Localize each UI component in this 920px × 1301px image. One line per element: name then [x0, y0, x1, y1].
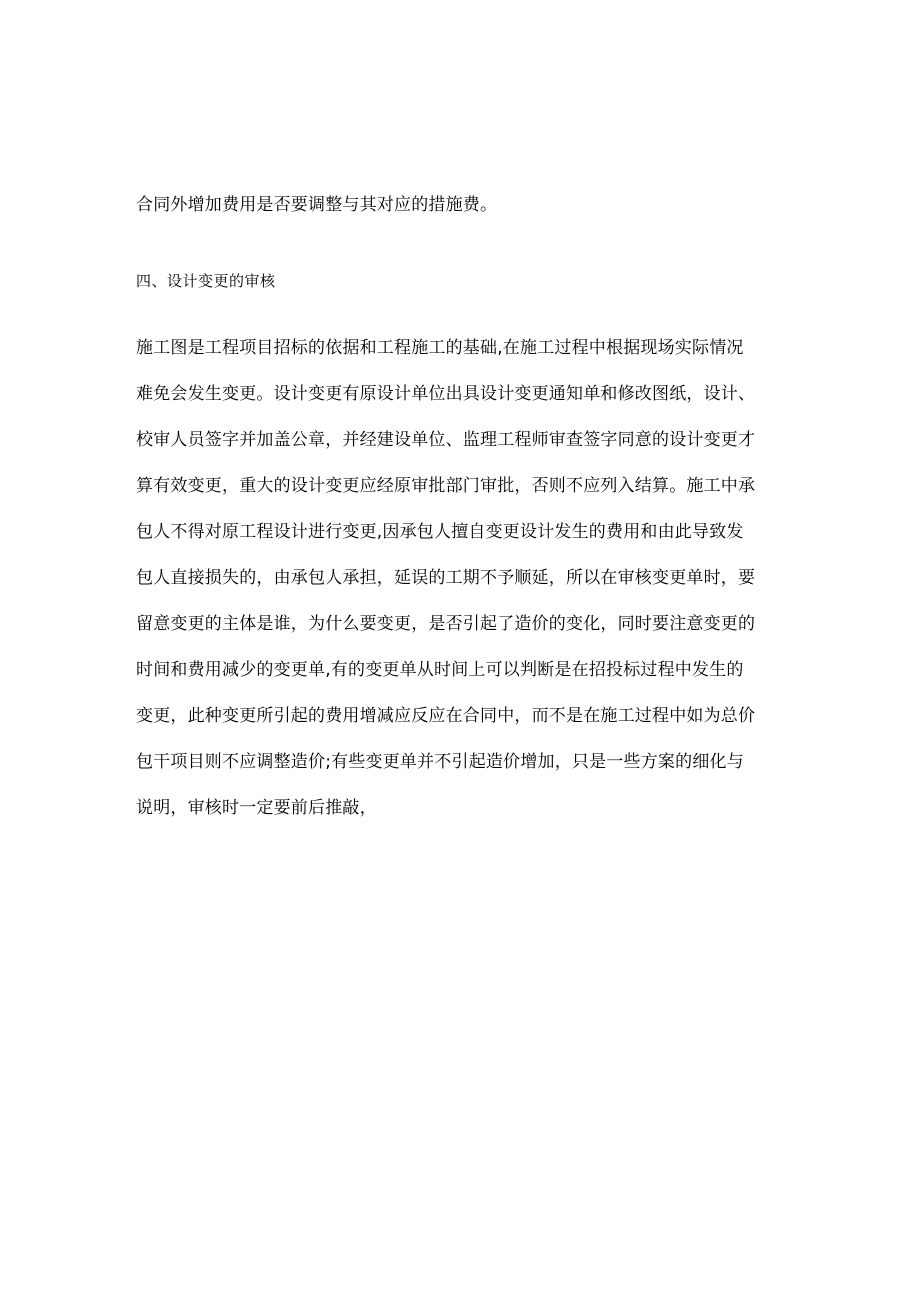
- body-line: 时间和费用减少的变更单,有的变更单从时间上可以判断是在招投标过程中发生的: [136, 660, 744, 680]
- intro-line: 合同外增加费用是否要调整与其对应的措施费。: [136, 195, 498, 215]
- body-line: 校审人员签字并加盖公章，并经建设单位、监理工程师审查签字同意的设计变更才: [136, 430, 756, 450]
- body-line: 算有效变更，重大的设计变更应经原审批部门审批，否则不应列入结算。施工中承: [136, 476, 756, 496]
- body-line: 说明，审核时一定要前后推敲，: [136, 798, 377, 818]
- body-line: 包人不得对原工程设计进行变更,因承包人擅自变更设计发生的费用和由此导致发: [136, 522, 744, 542]
- body-line: 留意变更的主体是谁，为什么要变更，是否引起了造价的变化，同时要注意变更的: [136, 614, 756, 634]
- body-line: 包干项目则不应调整造价;有些变更单并不引起造价增加，只是一些方案的细化与: [136, 752, 744, 772]
- body-line: 施工图是工程项目招标的依据和工程施工的基础,在施工过程中根据现场实际情况: [136, 338, 744, 358]
- section-heading: 四、设计变更的审核: [136, 272, 276, 290]
- body-line: 难免会发生变更。设计变更有原设计单位出具设计变更通知单和修改图纸，设计、: [136, 384, 756, 404]
- body-line: 包人直接损失的，由承包人承担，延误的工期不予顺延，所以在审核变更单时，要: [136, 568, 756, 588]
- body-line: 变更，此种变更所引起的费用增减应反应在合同中，而不是在施工过程中如为总价: [136, 706, 756, 726]
